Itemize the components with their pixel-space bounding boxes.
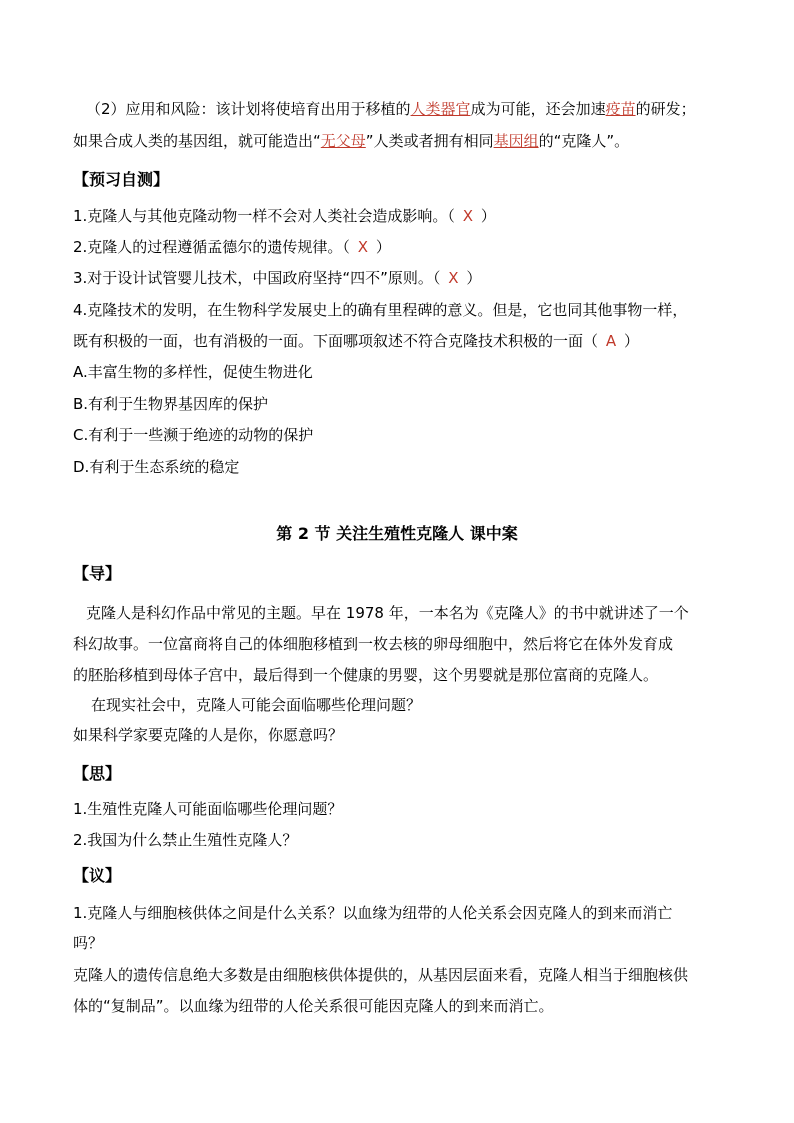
- underlined-answer: 疫苗: [605, 100, 636, 118]
- discuss-answer-line-1: 克隆人的遗传信息绝大多数是由细胞核供体提供的，从基因层面来看，克隆人相当于细胞核供: [73, 966, 689, 984]
- section-title: 第 2 节 关注生殖性克隆人 课中案: [276, 524, 518, 543]
- discuss-answer-line-2: 体的“复制品”。以血缘为纽带的人伦关系很可能因克隆人的到来而消亡。: [73, 997, 554, 1015]
- option-d: D.有利于生态系统的稳定: [73, 458, 240, 476]
- application-risk-line-2: 如果合成人类的基因组，就可能造出“无父母”人类或者拥有相同基因组的“克隆人”。: [73, 132, 630, 150]
- question-4-line-1: 4.克隆技术的发明，在生物科学发展史上的确有里程碑的意义。但是，它也同其他事物一样，: [73, 301, 688, 319]
- discuss-question-1-line-1: 1.克隆人与细胞核供体之间是什么关系？以血缘为纽带的人伦关系会因克隆人的到来而消亡: [73, 904, 673, 922]
- answer-mark: A: [605, 332, 617, 350]
- underlined-answer: 人类器官: [410, 100, 471, 118]
- option-a: A.丰富生物的多样性，促使生物进化: [73, 363, 313, 381]
- question-4-line-2: 既有积极的一面，也有消极的一面。下面哪项叙述不符合克隆技术积极的一面（ A ）: [73, 332, 640, 350]
- answer-mark: X: [357, 238, 368, 256]
- guide-line-2: 科幻故事。一位富商将自己的体细胞移植到一枚去核的卵母细胞中，然后将它在体外发育成: [73, 635, 674, 653]
- think-heading: 【思】: [73, 764, 122, 783]
- discuss-heading: 【议】: [73, 866, 122, 885]
- question-1: 1.克隆人与其他克隆动物一样不会对人类社会造成影响。（ X ）: [73, 207, 496, 225]
- option-b: B.有利于生物界基因库的保护: [73, 395, 269, 413]
- guide-heading: 【导】: [73, 564, 122, 583]
- guide-line-5: 如果科学家要克隆的人是你，你愿意吗？: [73, 726, 344, 744]
- guide-line-1: 克隆人是科幻作品中常见的主题。早在 1978 年，一本名为《克隆人》的书中就讲述了一个: [86, 604, 689, 622]
- question-2: 2.克隆人的过程遵循孟德尔的遗传规律。（ X ）: [73, 238, 391, 256]
- question-3: 3.对于设计试管婴儿技术，中国政府坚持“四不”原则。（ X ）: [73, 269, 482, 287]
- underlined-answer: 无父母: [320, 132, 366, 150]
- underlined-answer: 基因组: [493, 132, 539, 150]
- think-question-2: 2.我国为什么禁止生殖性克隆人？: [73, 831, 298, 849]
- option-c: C.有利于一些濒于绝迹的动物的保护: [73, 426, 314, 444]
- guide-line-3: 的胚胎移植到母体子宫中，最后得到一个健康的男婴，这个男婴就是那位富商的克隆人。: [73, 666, 659, 684]
- application-risk-line-1: （2）应用和风险：该计划将使培育出用于移植的人类器官成为可能，还会加速疫苗的研发；: [86, 100, 696, 118]
- guide-line-4: 在现实社会中，克隆人可能会面临哪些伦理问题？: [91, 696, 422, 714]
- discuss-question-1-line-2: 吗？: [73, 934, 104, 952]
- answer-mark: X: [448, 269, 459, 287]
- answer-mark: X: [462, 207, 473, 225]
- think-question-1: 1.生殖性克隆人可能面临哪些伦理问题？: [73, 800, 343, 818]
- preview-heading: 【预习自测】: [73, 170, 170, 189]
